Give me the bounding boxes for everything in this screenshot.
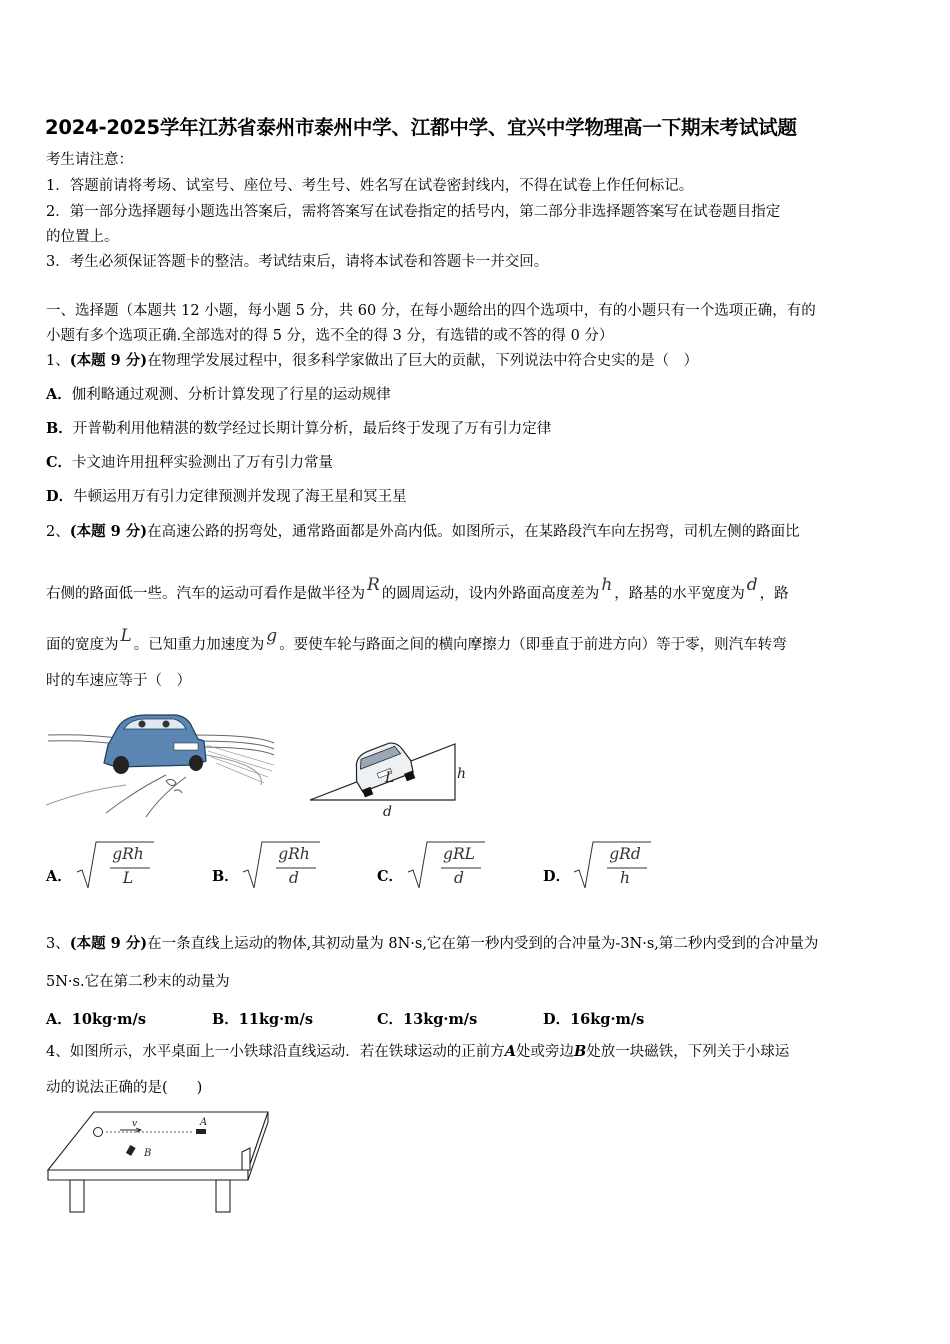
point-a: A xyxy=(504,1043,516,1060)
question-2-stem-line4: 时的车速应等于（ ） xyxy=(46,673,191,689)
text: 。要使车轮与路面之间的横向摩擦力（即垂直于前进方向）等于零，则汽车转弯 xyxy=(279,637,787,653)
option-text: 伽利略通过观测、分析计算发现了行星的运动规律 xyxy=(71,387,391,403)
question-2-option-b xyxy=(212,840,352,896)
question-3-option-a xyxy=(46,1008,146,1029)
text: ，路 xyxy=(759,586,789,602)
text: 。已知重力加速度为 xyxy=(133,637,265,653)
question-1-option-a xyxy=(46,385,391,405)
question-text: 在高速公路的拐弯处，通常路面都是外高内低。如图所示，在某路段汽车向左拐弯，司机左侧的路面比 xyxy=(147,524,800,540)
option-text: 卡文迪许用扭秤实验测出了万有引力常量 xyxy=(72,455,334,471)
text: ，路基的水平宽度为 xyxy=(614,586,745,602)
numerator: gRh xyxy=(278,845,310,863)
option-label: A． xyxy=(46,868,72,885)
label-h: h xyxy=(457,766,467,782)
question-number: 3、 xyxy=(46,936,70,952)
label-d: d xyxy=(383,804,392,820)
notice-heading: 考生请注意： xyxy=(46,152,133,168)
option-label: A． xyxy=(46,386,72,403)
option-label: C． xyxy=(377,1011,404,1028)
question-2-option-d xyxy=(543,840,683,896)
question-2-stem-line2 xyxy=(46,575,789,604)
question-number: 1、 xyxy=(46,353,70,369)
question-3-option-c xyxy=(377,1008,477,1029)
variable-h: h xyxy=(601,575,613,595)
option-label: D． xyxy=(46,488,74,505)
question-2-stem-line1 xyxy=(46,522,800,542)
notice-item: 的位置上。 xyxy=(46,229,119,245)
text: 面的宽度为 xyxy=(46,637,119,653)
question-1-option-c xyxy=(46,453,333,473)
option-label: B． xyxy=(46,420,73,437)
fraction xyxy=(274,842,314,890)
question-text: 处放一块磁铁，下列关于小球运 xyxy=(586,1044,790,1060)
section-heading: 一、选择题（本题共 12 小题，每小题 5 分，共 60 分，在每小题给出的四个选项中，有的小题只有一个选项正确，有的 xyxy=(46,303,816,319)
question-2-option-a xyxy=(46,840,186,896)
text: 的圆周运动，设内外路面高度差为 xyxy=(381,586,600,602)
option-text: 10kg·m/s xyxy=(71,1011,146,1028)
question-score: (本题 9 分) xyxy=(69,352,148,369)
numerator: gRd xyxy=(609,845,641,863)
question-3-stem-line2: 5N·s.它在第二秒末的动量为 xyxy=(46,974,230,990)
option-label: D． xyxy=(543,1011,571,1028)
question-text: 在一条直线上运动的物体,其初动量为 8N·s,它在第一秒内受到的合冲量为-3N·s,第二秒内受到的合冲量为 xyxy=(147,936,819,952)
magnet-b-label: B xyxy=(144,1148,152,1159)
option-label: B． xyxy=(212,1011,239,1028)
question-1-option-b xyxy=(46,419,551,439)
question-number: 2、 xyxy=(46,524,70,540)
variable-l: L xyxy=(120,626,132,646)
question-4-stem-line2: 动的说法正确的是( ) xyxy=(46,1080,203,1096)
option-label: D． xyxy=(543,868,571,885)
question-4-stem-line1 xyxy=(46,1042,789,1062)
numerator: gRL xyxy=(443,845,475,863)
option-text: 16kg·m/s xyxy=(570,1011,645,1028)
option-label: C． xyxy=(377,868,404,885)
car-turning-illustration xyxy=(46,705,276,820)
notice-item: 2．第一部分选择题每小题选出答案后，需将答案写在试卷指定的括号内，第二部分非选择题答案写在试卷题目指定 xyxy=(46,204,781,220)
option-text: 11kg·m/s xyxy=(238,1011,313,1028)
question-3-option-b xyxy=(212,1008,313,1029)
velocity-label: v xyxy=(132,1119,138,1129)
question-3-stem-line1 xyxy=(46,934,818,954)
option-text: 牛顿运用万有引力定律预测并发现了海王星和冥王星 xyxy=(73,489,407,505)
question-text: 4、如图所示，水平桌面上一小铁球沿直线运动．若在铁球运动的正前方 xyxy=(46,1044,505,1060)
question-1-option-d xyxy=(46,487,407,507)
option-text: 13kg·m/s xyxy=(403,1011,478,1028)
question-text: 处或旁边 xyxy=(516,1044,574,1060)
fraction xyxy=(439,842,479,890)
question-text: 在物理学发展过程中，很多科学家做出了巨大的贡献，下列说法中符合史实的是（ ） xyxy=(147,353,699,369)
question-1-stem xyxy=(46,351,698,371)
question-score: (本题 9 分) xyxy=(69,935,148,952)
magnet-a-label: A xyxy=(200,1117,208,1128)
question-3-option-d xyxy=(543,1008,644,1029)
denominator: d xyxy=(289,869,299,887)
section-heading-cont: 小题有多个选项正确.全部选对的得 5 分，选不全的得 3 分，有选错的或不答的得 0 分） xyxy=(46,328,614,344)
page-title: 2024-2025学年江苏省泰州市泰州中学、江都中学、宜兴中学物理高一下期末考试试题 xyxy=(45,116,797,139)
numerator: gRh xyxy=(112,845,144,863)
question-2-option-c xyxy=(377,840,517,896)
denominator: h xyxy=(620,869,630,887)
variable-g: g xyxy=(266,626,278,646)
text: 右侧的路面低一些。汽车的运动可看作是做半径为 xyxy=(46,586,365,602)
variable-d: d xyxy=(746,575,758,595)
banked-road-diagram xyxy=(305,722,475,822)
denominator: L xyxy=(122,869,134,887)
fraction xyxy=(108,842,148,890)
option-label: A． xyxy=(46,1011,72,1028)
option-label: B． xyxy=(212,868,239,885)
notice-item: 3．考生必须保证答题卡的整洁。考试结束后，请将本试卷和答题卡一并交回。 xyxy=(46,254,549,270)
question-2-stem-line3 xyxy=(46,626,787,655)
question-score: (本题 9 分) xyxy=(69,523,148,540)
option-label: C． xyxy=(46,454,73,471)
variable-r: R xyxy=(367,575,380,595)
label-l: L xyxy=(385,770,395,786)
denominator: d xyxy=(454,869,464,887)
point-b: B xyxy=(574,1043,587,1060)
notice-item: 1．答题前请将考场、试室号、座位号、考生号、姓名写在试卷密封线内，不得在试卷上作任何标记。 xyxy=(46,178,694,194)
fraction xyxy=(605,842,645,890)
option-text: 开普勒利用他精湛的数学经过长期计算分析，最后终于发现了万有引力定律 xyxy=(72,421,552,437)
table-magnet-diagram xyxy=(46,1108,276,1214)
